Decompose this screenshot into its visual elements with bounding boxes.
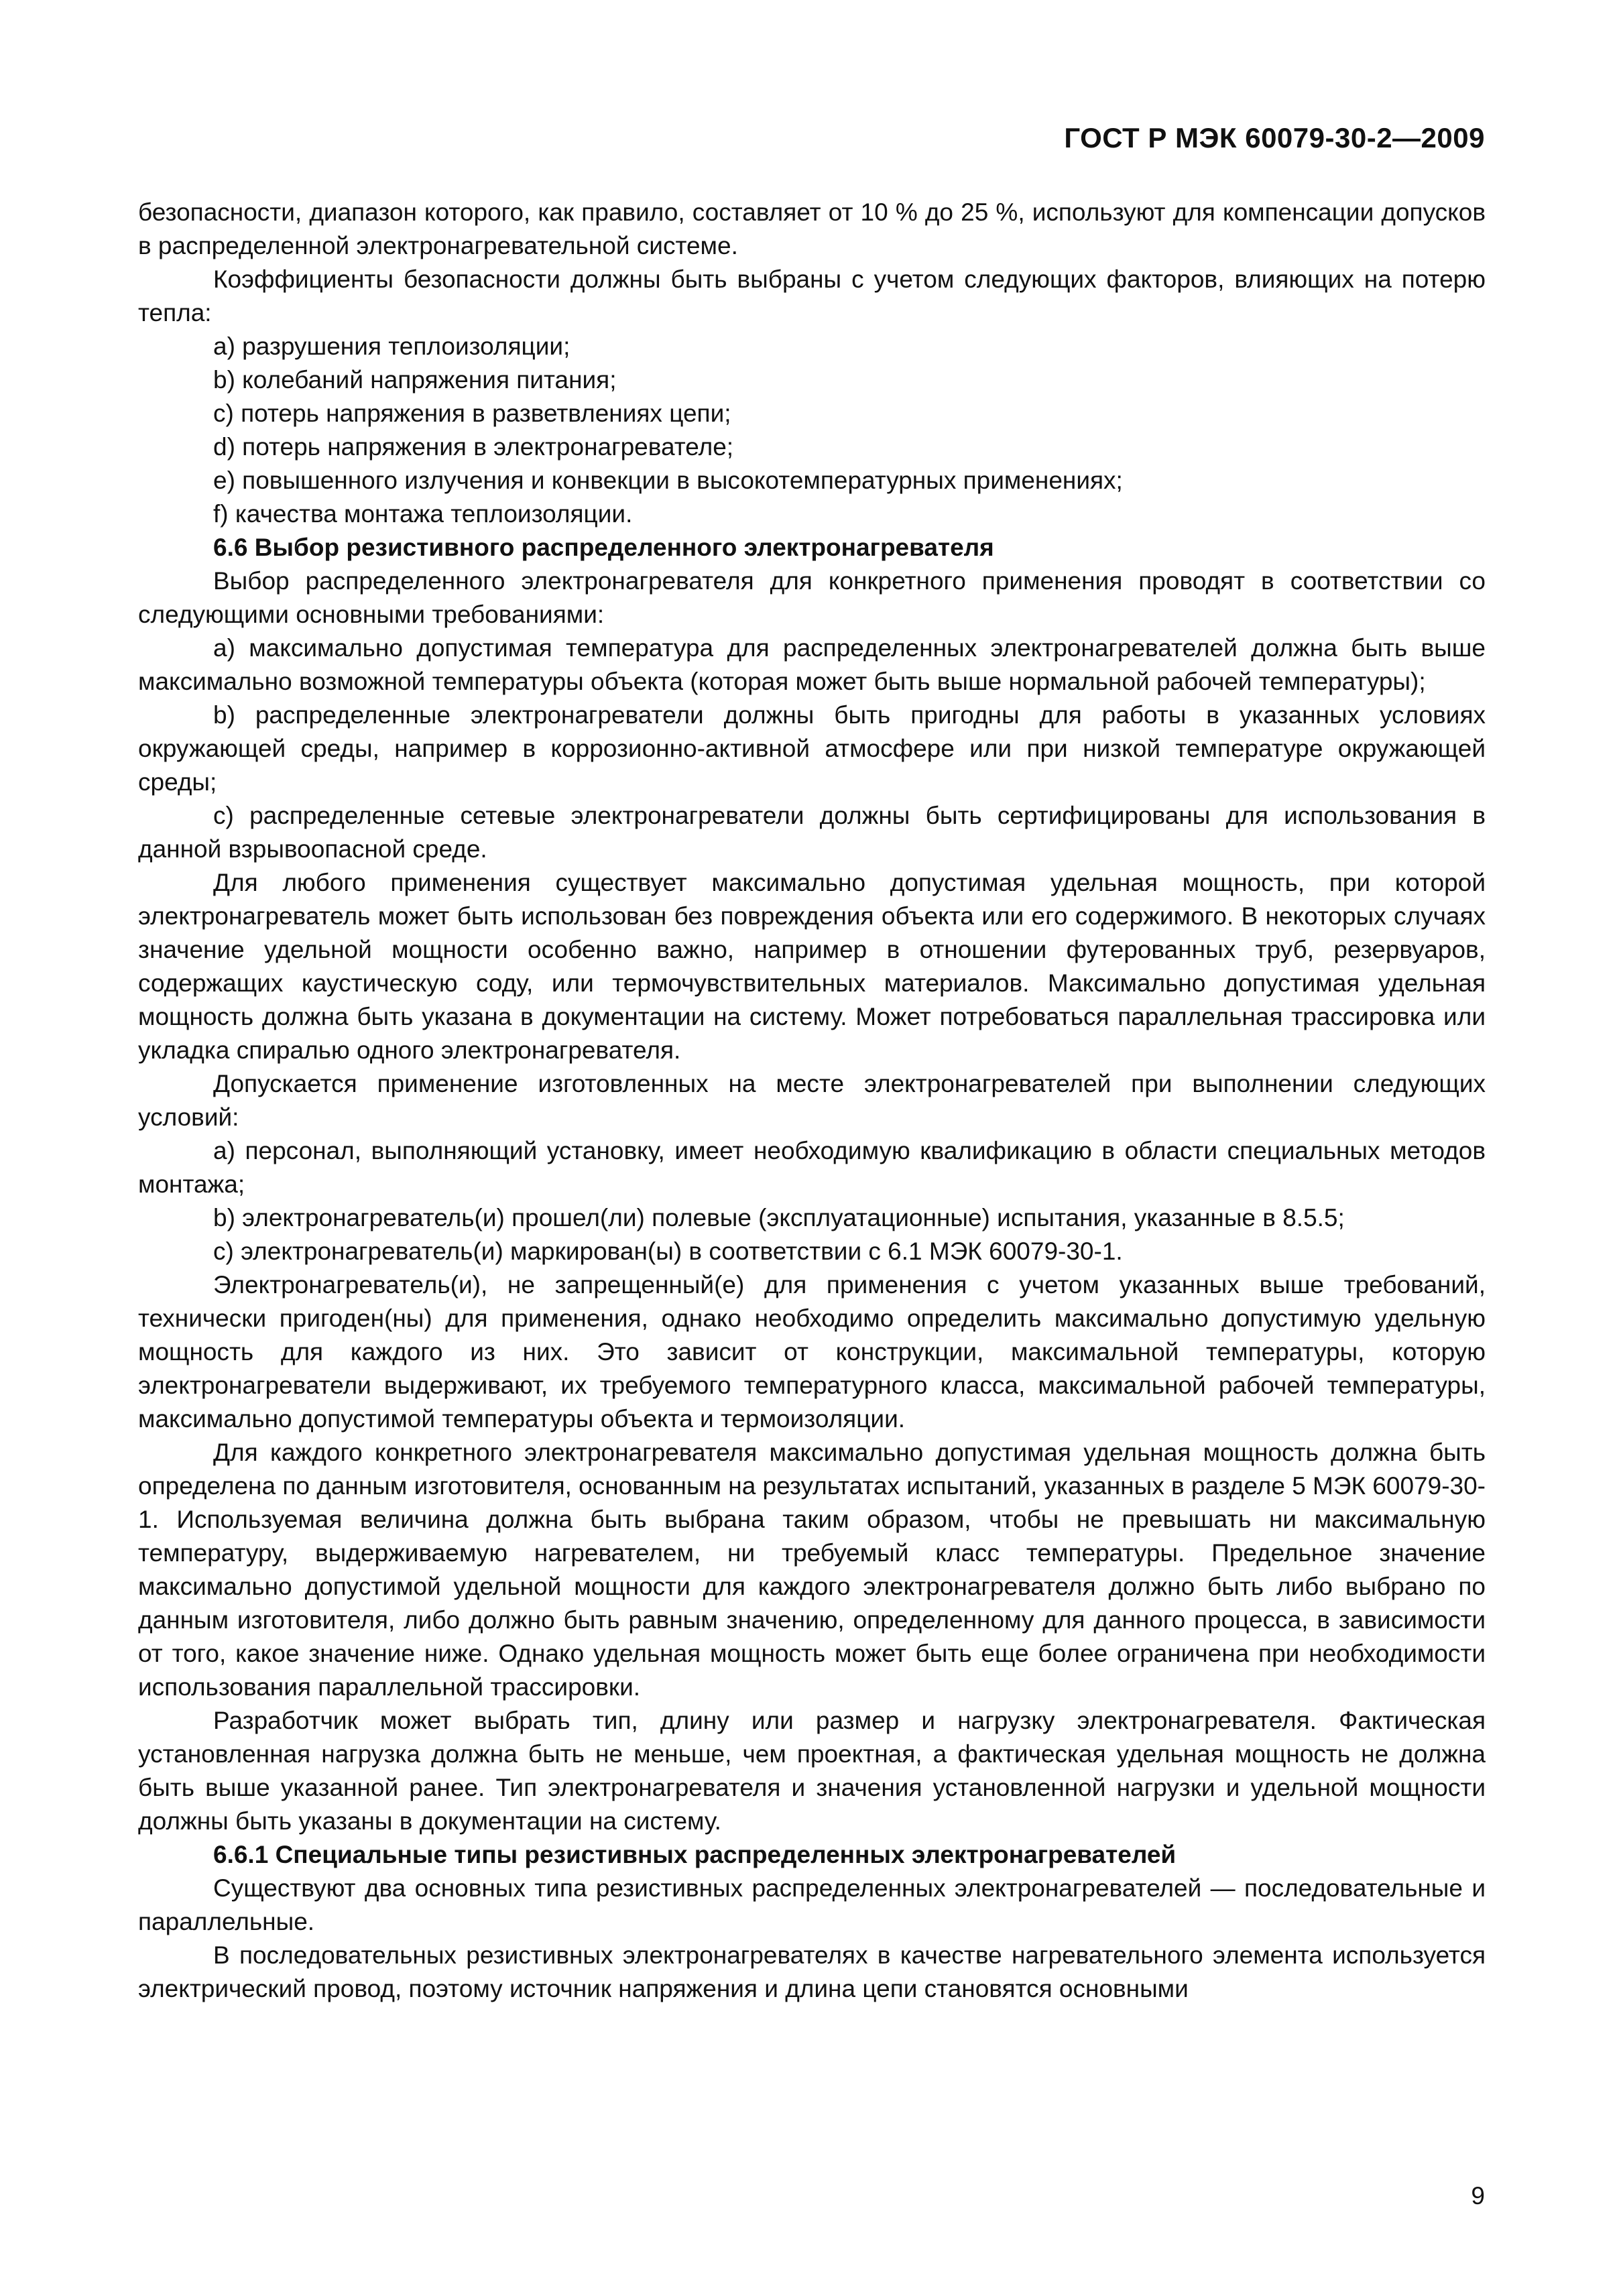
- list-item: b) электронагреватель(и) прошел(ли) полевые (эксплуатационные) испытания, указанные в 8.5.5;: [213, 1204, 1345, 1231]
- list-item: d) потерь напряжения в электронагревателе;: [213, 433, 734, 461]
- list-item: c) электронагреватель(и) маркирован(ы) в соответствии с 6.1 МЭК 60079-30-1.: [213, 1237, 1123, 1265]
- paragraph: Для каждого конкретного электронагревателя максимально допустимая удельная мощность должна быть определена по данным изготовителя, основанным на результатах испытаний, указанных в разделе 5 МЭК 60079-30-1. Используемая величина должна быть выбрана таким образом, чтобы не превышать ни максимальную температуру, выдерживаемую нагревателем, ни требуемый класс температуры. Предельное значение максимально допустимой удельной мощности для каждого электронагревателя должно быть либо выбрано по данным изготовителя, либо должно быть равным значению, определенному для данного процесса, в зависимости от того, какое значение ниже. Однако удельная мощность может быть еще более ограничена при необходимости использования параллельной трассировки.: [138, 1439, 1486, 1701]
- section-heading: 6.6 Выбор резистивного распределенного электронагревателя: [213, 534, 994, 561]
- paragraph: Выбор распределенного электронагревателя для конкретного применения проводят в соответствии со следующими основными требованиями:: [138, 567, 1486, 628]
- paragraph: Разработчик может выбрать тип, длину или размер и нагрузку электронагревателя. Фактическая установленная нагрузка должна быть не меньше, чем проектная, а фактическая удельная мощность не должна быть выше указанной ранее. Тип электронагревателя и значения установленной нагрузки и удельной мощности должны быть указаны в документации на систему.: [138, 1707, 1486, 1835]
- paragraph: Существуют два основных типа резистивных распределенных электронагревателей — последовательные и параллельные.: [138, 1874, 1486, 1935]
- list-item: b) распределенные электронагреватели должны быть пригодны для работы в указанных условиях окружающей среды, например в коррозионно-активной атмосфере или при низкой температуре окружающей среды;: [138, 701, 1486, 796]
- paragraph: Коэффициенты безопасности должны быть выбраны с учетом следующих факторов, влияющих на потерю тепла:: [138, 265, 1486, 326]
- list-item: e) повышенного излучения и конвекции в высокотемпературных применениях;: [213, 467, 1123, 494]
- document-body: [138, 196, 1486, 2006]
- paragraph: В последовательных резистивных электронагревателях в качестве нагревательного элемента используется электрический провод, поэтому источник напряжения и длина цепи становятся основными: [138, 1941, 1486, 2002]
- paragraph: Допускается применение изготовленных на месте электронагревателей при выполнении следующих условий:: [138, 1070, 1486, 1131]
- list-item: f) качества монтажа теплоизоляции.: [213, 500, 633, 528]
- list-item: b) колебаний напряжения питания;: [213, 366, 617, 394]
- paragraph: Электронагреватель(и), не запрещенный(е) для применения с учетом указанных выше требований, технически пригоден(ны) для применения, однако необходимо определить максимально допустимую удельную мощность для каждого из них. Это зависит от конструкции, максимальной температуры, которую электронагреватели выдерживают, их требуемого температурного класса, максимальной рабочей температуры, максимально допустимой температуры объекта и термоизоляции.: [138, 1271, 1486, 1433]
- paragraph: Для любого применения существует максимально допустимая удельная мощность, при которой электронагреватель может быть использован без повреждения объекта или его содержимого. В некоторых случаях значение удельной мощности особенно важно, например в отношении футерованных труб, резервуаров, содержащих каустическую соду, или термочувствительных материалов. Максимально допустимая удельная мощность должна быть указана в документации на систему. Может потребоваться параллельная трассировка или укладка спиралью одного электронагревателя.: [138, 869, 1486, 1064]
- list-item: c) потерь напряжения в разветвлениях цепи;: [213, 400, 731, 427]
- paragraph: безопасности, диапазон которого, как правило, составляет от 10 % до 25 %, используют для компенсации допусков в распределенной электронагревательной системе.: [138, 198, 1486, 259]
- list-item: c) распределенные сетевые электронагреватели должны быть сертифицированы для использования в данной взрывоопасной среде.: [138, 802, 1486, 863]
- list-item: a) персонал, выполняющий установку, имеет необходимую квалификацию в области специальных методов монтажа;: [138, 1137, 1486, 1198]
- document-header: ГОСТ Р МЭК 60079-30-2—2009: [1064, 122, 1485, 154]
- list-item: a) максимально допустимая температура для распределенных электронагревателей должна быть выше максимально возможной температуры объекта (которая может быть выше нормальной рабочей температуры);: [138, 634, 1486, 695]
- subsection-heading: 6.6.1 Специальные типы резистивных распределенных электронагревателей: [213, 1841, 1177, 1868]
- list-item: a) разрушения теплоизоляции;: [213, 333, 570, 360]
- page-number: 9: [1471, 2182, 1485, 2210]
